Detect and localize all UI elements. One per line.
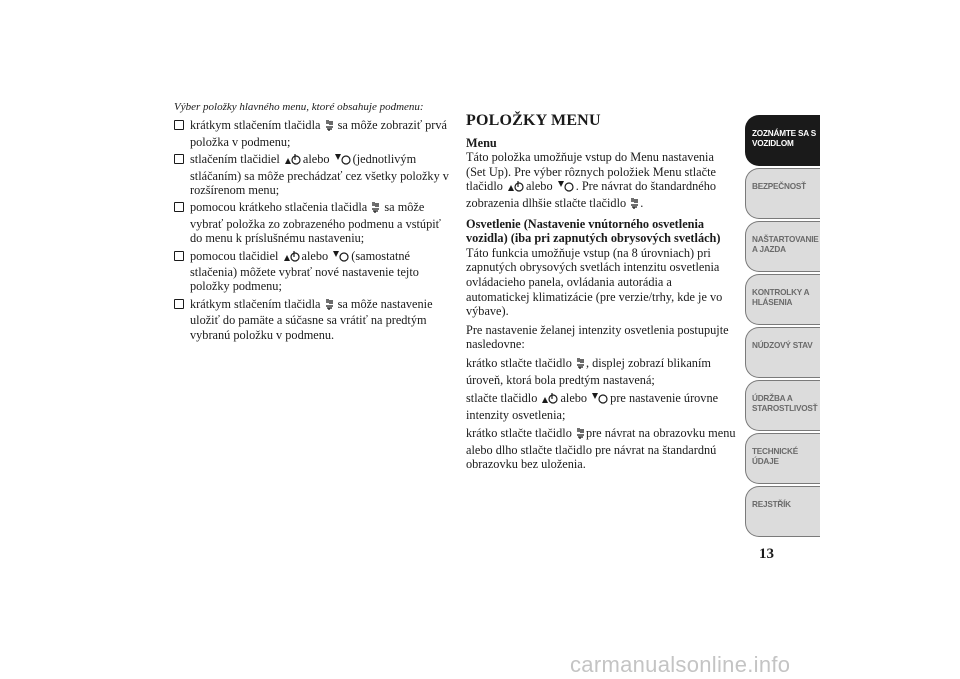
- down-button-icon: [557, 180, 575, 196]
- page-number: 13: [759, 546, 774, 562]
- step-two: stlačte tlačidlo alebo pre nastavenie úrovne intenzity osvetlenia;: [466, 391, 719, 422]
- lighting-paragraph: Táto funkcia umožňuje vstup (na 8 úrovniach) pri zapnutých obrysových svetlách intenzitu osvetlenia ovládacieho panela, ovládania autorádia a automatickej klimatizácie (pre verzie/trhy, kde je vo výbave).: [466, 245, 723, 319]
- tab-nudzovy-stav[interactable]: NÚDZOVÝ STAV: [745, 327, 820, 378]
- list-item: pomocou krátkeho stlačenia tlačidla sa môže vybrať položka zo zobrazeného podmenu a vstúpiť do menu k príslušnému nastaveniu;: [174, 200, 456, 245]
- tab-technicke-udaje[interactable]: TECHNICKÉ ÚDAJE: [745, 433, 820, 484]
- step-three: krátko stlačte tlačidlo pre návrat na obrazovku menu alebo dlho stlačte tlačidlo pre návrat na štandardnú obrazovku bez uloženia.: [466, 426, 736, 472]
- list-item: stlačením tlačidiel alebo (jednotlivým stláčaním) sa môže prechádzať cez všetky položky v rozšírenom menu;: [174, 152, 456, 197]
- checkbox-bullet-icon: [174, 120, 184, 130]
- list-item: pomocou tlačidiel alebo (samostatné stlačenia) môžete vybrať nové nastavenie tejto položky podmenu;: [174, 249, 456, 294]
- up-button-icon: [284, 153, 302, 168]
- checkbox-bullet-icon: [174, 202, 184, 212]
- up-button-icon: [507, 180, 525, 196]
- watermark: carmanualsonline.info: [570, 652, 791, 677]
- list-item: krátkym stlačením tlačidla sa môže zobraziť prvá položka v podmenu;: [174, 118, 456, 149]
- list-item: krátkym stlačením tlačidla sa môže nastavenie uložiť do pamäte a súčasne sa vrátiť na predtým vybranú položku v podmenu.: [174, 297, 456, 342]
- down-button-icon: [332, 250, 350, 265]
- section-tabs: [745, 115, 820, 539]
- down-button-icon: [591, 392, 609, 408]
- menu-button-icon: [576, 428, 585, 443]
- right-column: [466, 114, 736, 476]
- checkbox-bullet-icon: [174, 251, 184, 261]
- down-button-icon: [334, 153, 352, 168]
- menu-button-icon: [325, 299, 334, 313]
- tab-nastartovanie[interactable]: NAŠTARTOVANIE A JAZDA: [745, 221, 820, 272]
- menu-button-icon: [325, 120, 334, 134]
- menu-subheading: Menu: [466, 135, 497, 150]
- up-button-icon: [283, 250, 301, 265]
- section-heading: POLOŽKY MENU: [466, 112, 601, 129]
- tab-kontrolky[interactable]: KONTROLKY A HLÁSENIA: [745, 274, 820, 325]
- lighting-subheading: Osvetlenie (Nastavenie vnútorného osvetlenia vozidla) (iba pri zapnutých obrysových svetlách): [466, 216, 721, 246]
- step-one: krátko stlačte tlačidlo , displej zobrazí blikaním úroveň, ktorá bola predtým nastavená;: [466, 355, 711, 387]
- left-column: [174, 100, 456, 345]
- tab-udrzba[interactable]: ÚDRŽBA A STAROSTLIVOSŤ: [745, 380, 820, 431]
- checkbox-bullet-icon: [174, 154, 184, 164]
- intro-text: Výber položky hlavného menu, ktoré obsahuje podmenu:: [174, 101, 424, 113]
- checkbox-bullet-icon: [174, 299, 184, 309]
- tab-rejstrik[interactable]: REJSTŘÍK: [745, 486, 820, 537]
- menu-button-icon: [630, 198, 639, 213]
- bullet-list: [174, 118, 456, 342]
- menu-button-icon: [576, 358, 585, 373]
- lighting-instructions: Pre nastavenie želanej intenzity osvetlenia postupujte nasledovne:: [466, 322, 729, 352]
- tab-bezpecnost[interactable]: BEZPEČNOSŤ: [745, 168, 820, 219]
- menu-paragraph: Táto položka umožňuje vstup do Menu nastavenia (Set Up). Pre výber rôznych položiek Menu stlačte tlačidlo alebo . Pre návrat do štandardného zobrazenia dlhšie stlačte tlačidlo .: [466, 150, 736, 212]
- menu-button-icon: [371, 202, 380, 216]
- tab-zoznamte-sa[interactable]: ZOZNÁMTE SA S VOZIDLOM: [745, 115, 820, 166]
- up-button-icon: [541, 392, 559, 408]
